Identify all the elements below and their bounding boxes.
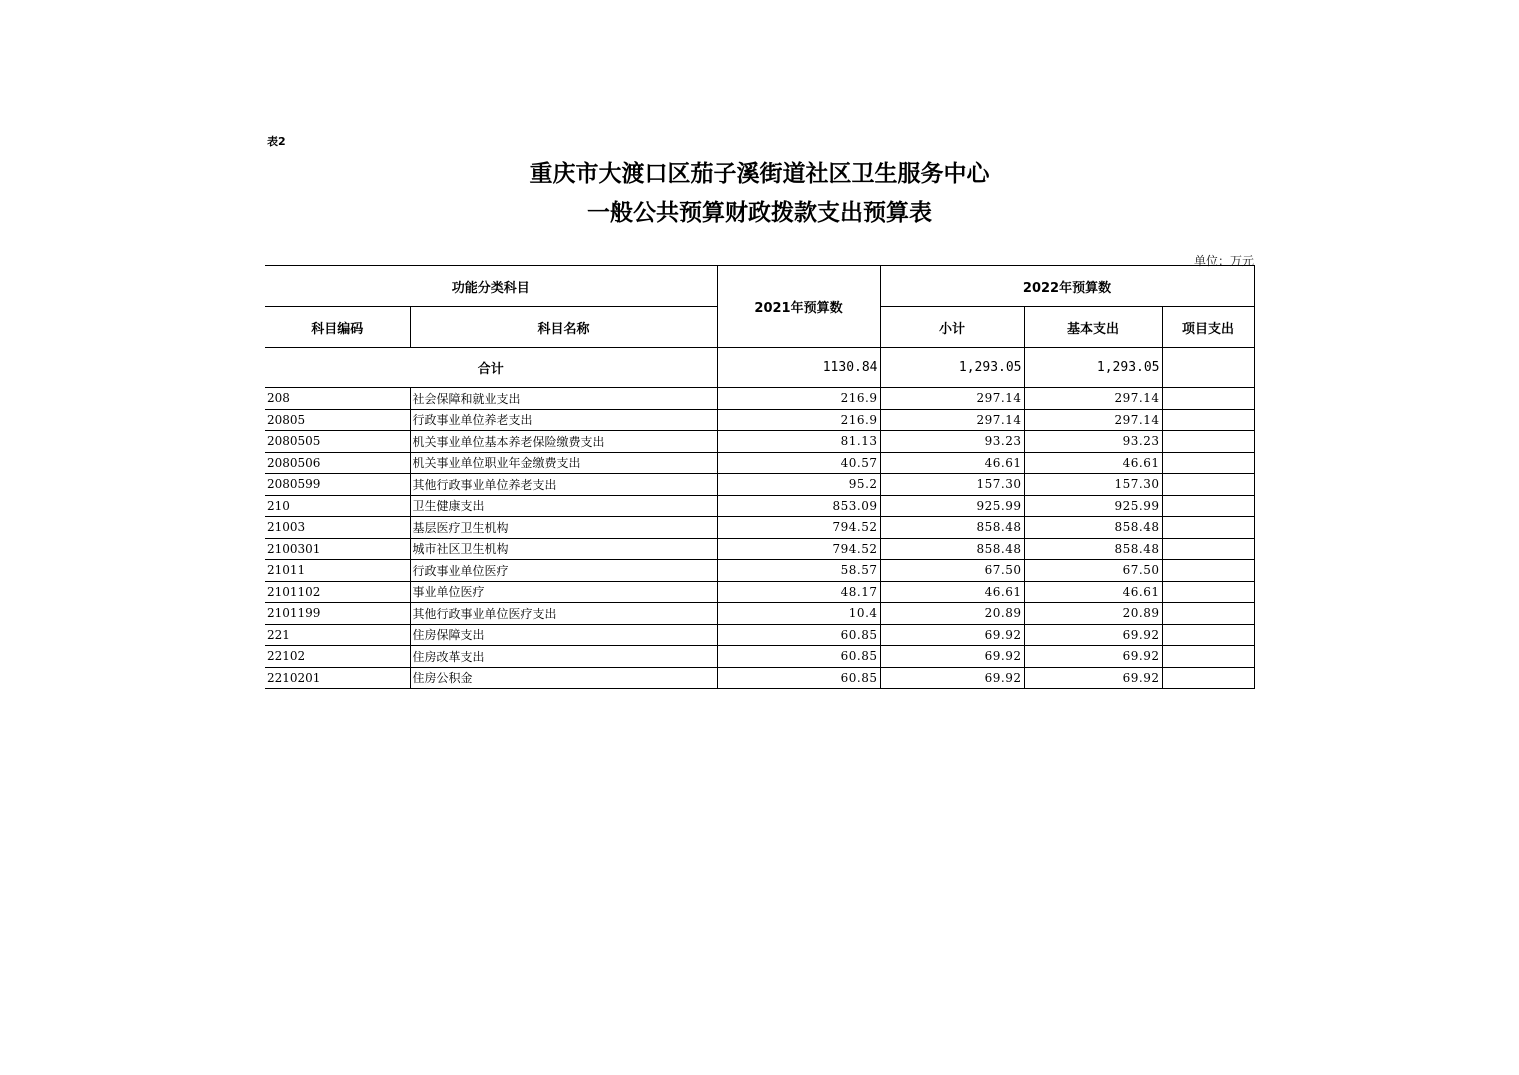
row-subtotal: 297.14 [880, 409, 1024, 431]
budget-table [265, 265, 1255, 689]
header-project-expense: 项目支出 [1162, 307, 1254, 348]
row-subject-code: 21011 [265, 560, 410, 582]
row-project [1162, 667, 1254, 689]
row-subject-code: 208 [265, 388, 410, 410]
table-row [265, 538, 1254, 560]
row-project [1162, 624, 1254, 646]
row-basic: 93.23 [1024, 431, 1162, 453]
row-subtotal: 858.48 [880, 538, 1024, 560]
row-subject-name: 机关事业单位基本养老保险缴费支出 [410, 431, 717, 453]
total-row [265, 348, 1254, 388]
row-subject-name: 住房保障支出 [410, 624, 717, 646]
row-basic: 925.99 [1024, 495, 1162, 517]
row-budget-2021: 794.52 [717, 538, 880, 560]
row-subtotal: 46.61 [880, 581, 1024, 603]
row-budget-2021: 794.52 [717, 517, 880, 539]
row-subject-code: 2100301 [265, 538, 410, 560]
row-basic: 69.92 [1024, 624, 1162, 646]
row-basic: 858.48 [1024, 517, 1162, 539]
row-project [1162, 431, 1254, 453]
row-subject-code: 2080506 [265, 452, 410, 474]
table-number-label: 表2 [267, 135, 286, 148]
row-project [1162, 388, 1254, 410]
row-project [1162, 495, 1254, 517]
row-basic: 20.89 [1024, 603, 1162, 625]
row-subtotal: 157.30 [880, 474, 1024, 496]
row-subtotal: 858.48 [880, 517, 1024, 539]
table-row [265, 646, 1254, 668]
total-subtotal: 1,293.05 [880, 348, 1024, 388]
row-subtotal: 67.50 [880, 560, 1024, 582]
row-subject-code: 2101102 [265, 581, 410, 603]
row-basic: 69.92 [1024, 646, 1162, 668]
row-subject-name: 基层医疗卫生机构 [410, 517, 717, 539]
table-row [265, 581, 1254, 603]
row-subject-name: 卫生健康支出 [410, 495, 717, 517]
header-budget-2021: 2021年预算数 [717, 266, 880, 348]
table-row [265, 517, 1254, 539]
row-subtotal: 69.92 [880, 667, 1024, 689]
row-subtotal: 297.14 [880, 388, 1024, 410]
row-subject-code: 2101199 [265, 603, 410, 625]
table-row [265, 452, 1254, 474]
row-budget-2021: 216.9 [717, 388, 880, 410]
row-subject-name: 社会保障和就业支出 [410, 388, 717, 410]
header-subject-code: 科目编码 [265, 307, 410, 348]
row-project [1162, 646, 1254, 668]
table-row [265, 603, 1254, 625]
row-budget-2021: 60.85 [717, 624, 880, 646]
table-row [265, 474, 1254, 496]
row-basic: 297.14 [1024, 388, 1162, 410]
row-subject-name: 城市社区卫生机构 [410, 538, 717, 560]
row-subtotal: 69.92 [880, 624, 1024, 646]
row-subject-code: 22102 [265, 646, 410, 668]
row-budget-2021: 58.57 [717, 560, 880, 582]
row-subtotal: 46.61 [880, 452, 1024, 474]
row-subject-name: 其他行政事业单位医疗支出 [410, 603, 717, 625]
row-subject-code: 2210201 [265, 667, 410, 689]
row-subtotal: 93.23 [880, 431, 1024, 453]
row-subtotal: 925.99 [880, 495, 1024, 517]
row-project [1162, 560, 1254, 582]
row-budget-2021: 10.4 [717, 603, 880, 625]
total-project [1162, 348, 1254, 388]
table-row [265, 409, 1254, 431]
row-budget-2021: 81.13 [717, 431, 880, 453]
row-budget-2021: 60.85 [717, 646, 880, 668]
header-subtotal: 小计 [880, 307, 1024, 348]
row-subject-code: 221 [265, 624, 410, 646]
row-subject-code: 21003 [265, 517, 410, 539]
header-basic-expense: 基本支出 [1024, 307, 1162, 348]
row-subject-name: 其他行政事业单位养老支出 [410, 474, 717, 496]
row-subject-name: 机关事业单位职业年金缴费支出 [410, 452, 717, 474]
row-budget-2021: 95.2 [717, 474, 880, 496]
row-subject-code: 2080599 [265, 474, 410, 496]
row-project [1162, 517, 1254, 539]
row-budget-2021: 60.85 [717, 667, 880, 689]
row-subject-code: 210 [265, 495, 410, 517]
row-budget-2021: 216.9 [717, 409, 880, 431]
header-budget-2022: 2022年预算数 [880, 266, 1254, 307]
row-subject-name: 住房公积金 [410, 667, 717, 689]
row-project [1162, 409, 1254, 431]
row-basic: 67.50 [1024, 560, 1162, 582]
row-basic: 297.14 [1024, 409, 1162, 431]
table-row [265, 431, 1254, 453]
row-project [1162, 603, 1254, 625]
row-subject-code: 20805 [265, 409, 410, 431]
row-basic: 69.92 [1024, 667, 1162, 689]
row-basic: 46.61 [1024, 581, 1162, 603]
unit-label: 单位：万元 [1193, 254, 1254, 268]
row-project [1162, 474, 1254, 496]
row-project [1162, 452, 1254, 474]
table-row [265, 560, 1254, 582]
row-subtotal: 69.92 [880, 646, 1024, 668]
row-project [1162, 581, 1254, 603]
row-budget-2021: 853.09 [717, 495, 880, 517]
row-subtotal: 20.89 [880, 603, 1024, 625]
total-basic: 1,293.05 [1024, 348, 1162, 388]
row-subject-name: 事业单位医疗 [410, 581, 717, 603]
row-budget-2021: 48.17 [717, 581, 880, 603]
row-basic: 858.48 [1024, 538, 1162, 560]
row-subject-name: 行政事业单位养老支出 [410, 409, 717, 431]
row-budget-2021: 40.57 [717, 452, 880, 474]
row-subject-name: 行政事业单位医疗 [410, 560, 717, 582]
row-basic: 46.61 [1024, 452, 1162, 474]
table-row [265, 495, 1254, 517]
row-subject-code: 2080505 [265, 431, 410, 453]
total-label: 合计 [265, 348, 717, 388]
row-project [1162, 538, 1254, 560]
row-subject-name: 住房改革支出 [410, 646, 717, 668]
total-budget-2021: 1130.84 [717, 348, 880, 388]
row-basic: 157.30 [1024, 474, 1162, 496]
table-row [265, 388, 1254, 410]
table-row [265, 624, 1254, 646]
header-func-category: 功能分类科目 [265, 266, 717, 307]
page-title-line2: 一般公共预算财政拨款支出预算表 [587, 200, 932, 226]
page-title-line1: 重庆市大渡口区茄子溪街道社区卫生服务中心 [529, 161, 990, 187]
table-row [265, 667, 1254, 689]
header-subject-name: 科目名称 [410, 307, 717, 348]
